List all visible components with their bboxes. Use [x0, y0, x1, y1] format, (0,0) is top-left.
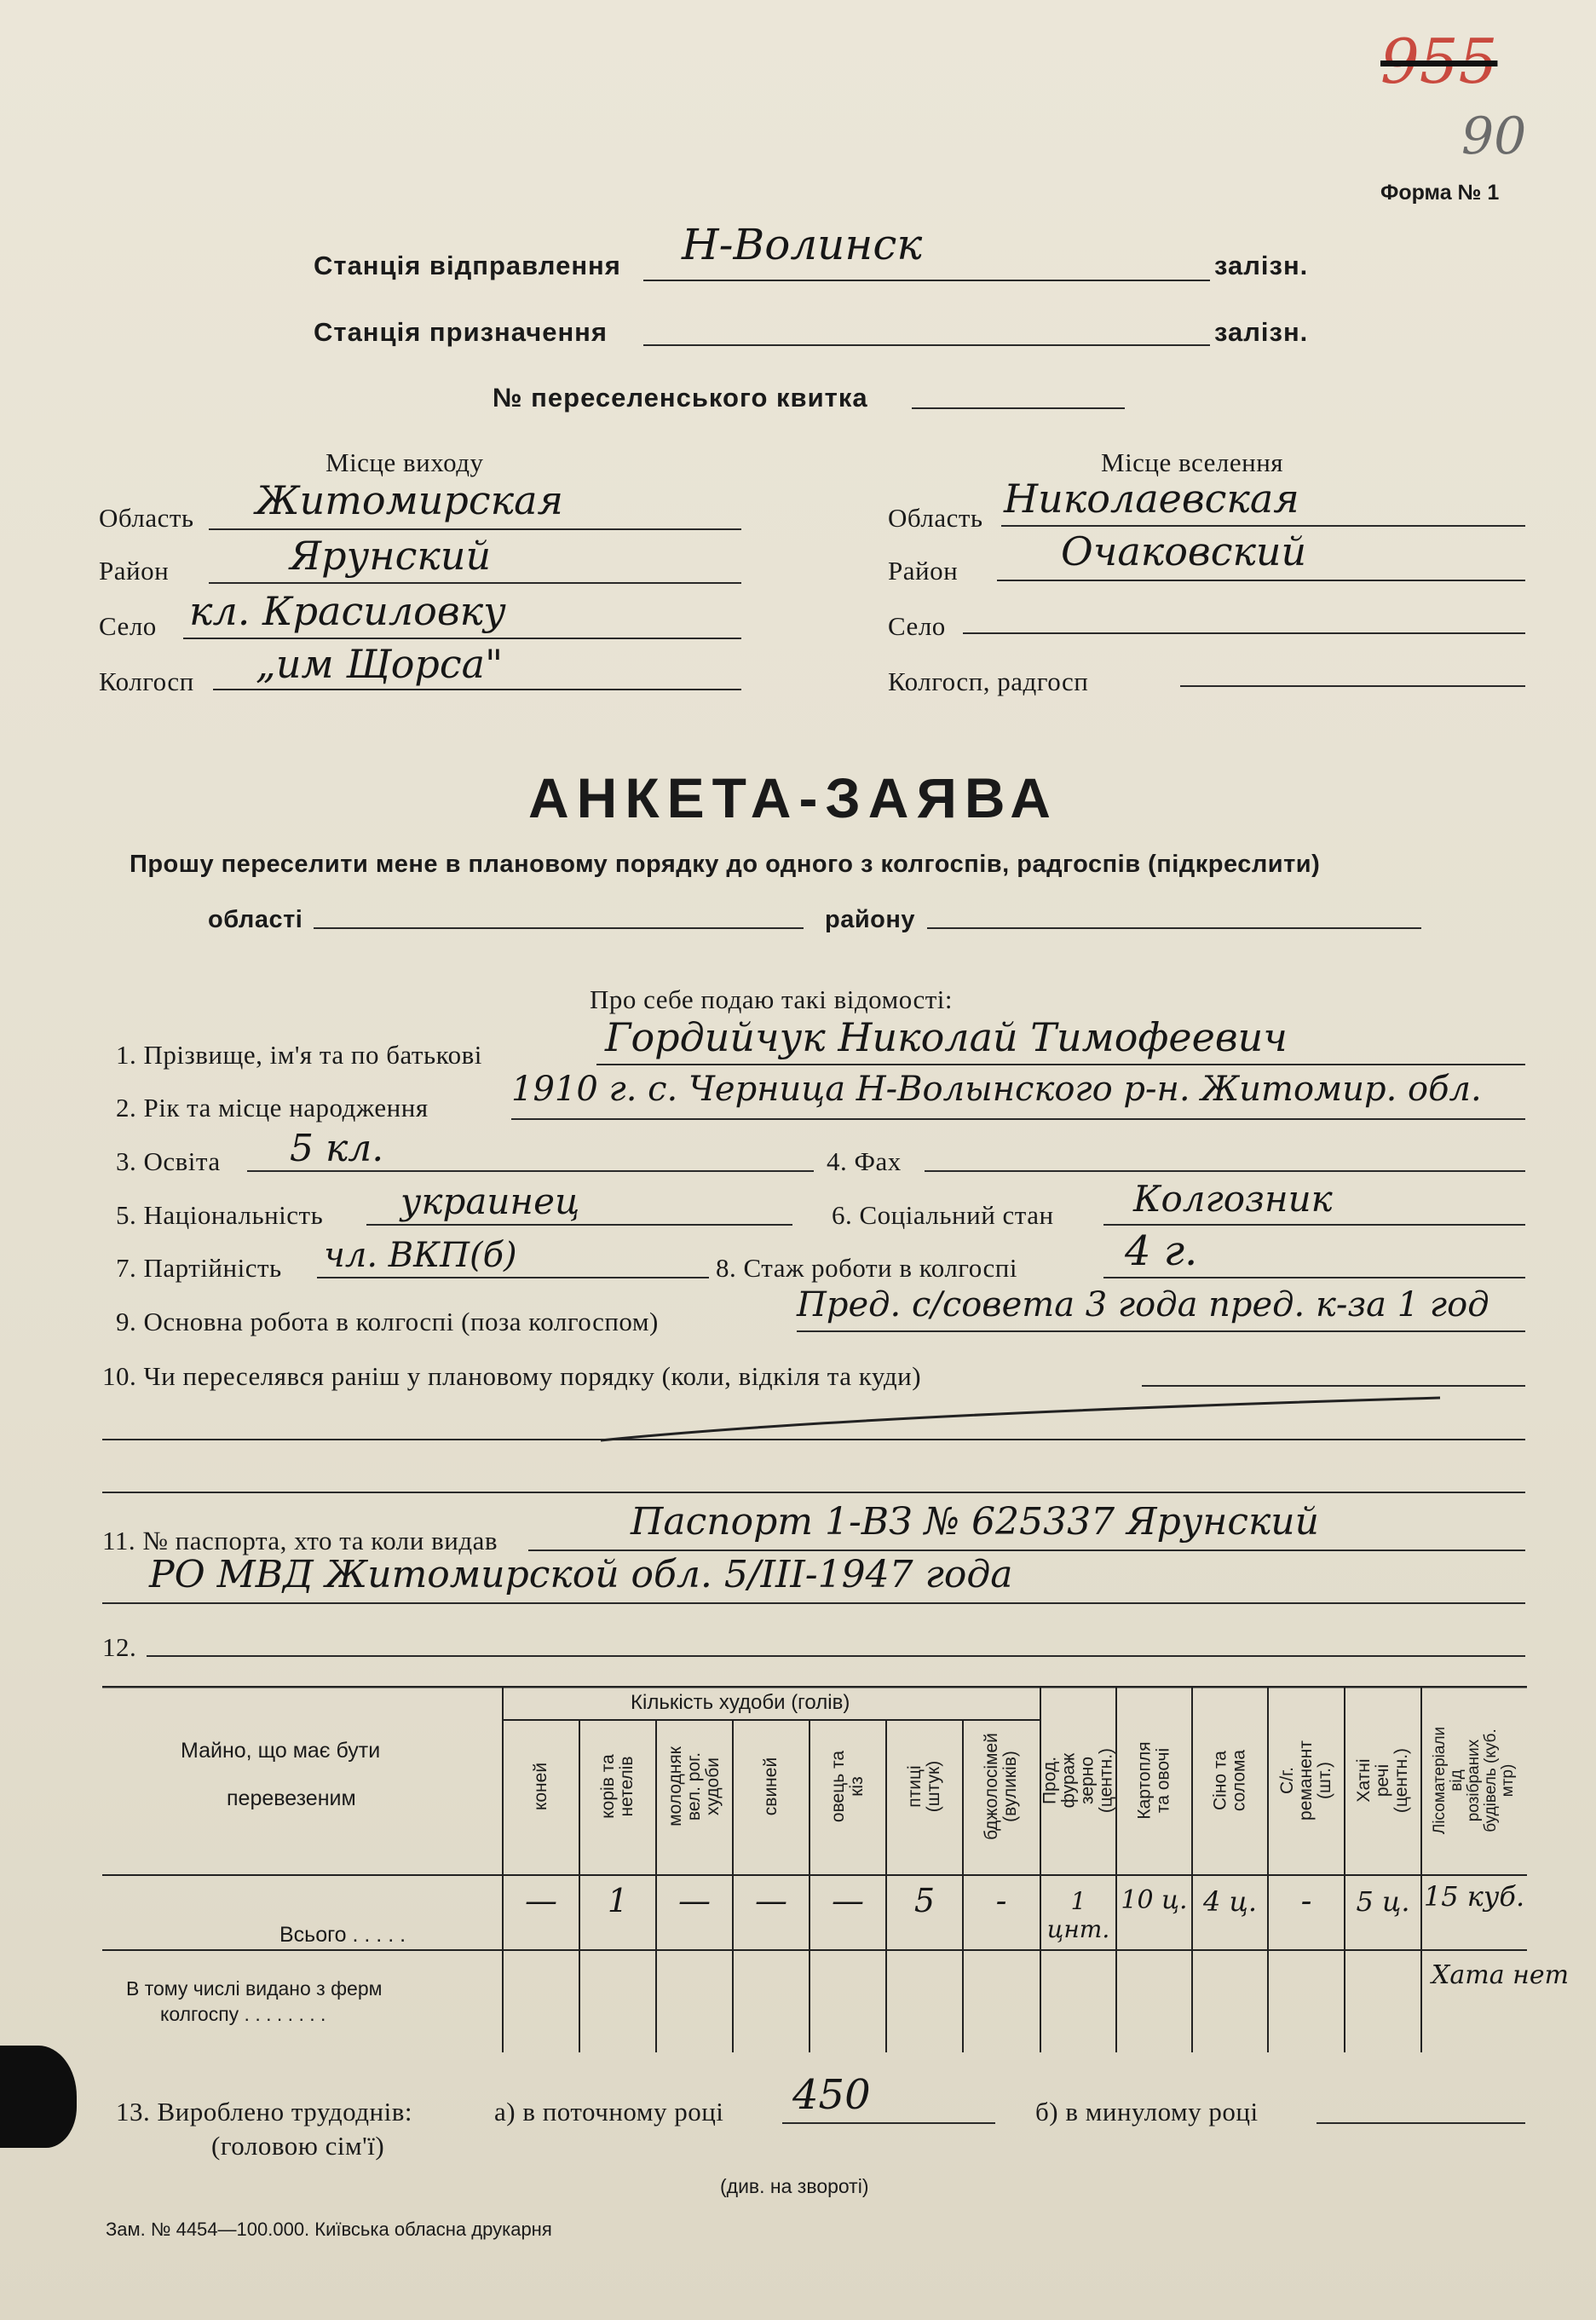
total-timber: 15 куб.: [1423, 1880, 1525, 1913]
field-9-label: 9. Основна робота в колгоспі (поза колгоспом): [116, 1307, 659, 1336]
field-8-label: 8. Стаж роботи в колгоспі: [716, 1253, 1017, 1283]
property-label-2: перевезеним: [227, 1786, 356, 1810]
workdays-prev-label: б) в минулому році: [1035, 2097, 1259, 2127]
struck-archive-number: 955: [1380, 26, 1498, 97]
request-raion-label: району: [825, 906, 916, 933]
origin-oblast-label: Область: [99, 503, 194, 533]
field-10-label: 10. Чи переселявся раніш у плановому порядку (коли, відкіля та куди): [102, 1361, 922, 1391]
archive-number: 90: [1461, 107, 1527, 166]
property-table: [102, 1686, 1570, 2052]
column-timber: Лісоматеріали від розібраних будівель (куб. мтр): [1431, 1726, 1518, 1835]
field-2-value: 1910 г. с. Черница Н-Волынского р-н. Житомир. обл.: [511, 1070, 1482, 1109]
workdays-label: 13. Вироблено трудоднів:: [116, 2097, 413, 2127]
field-6-value: Колгозник: [1133, 1178, 1333, 1220]
see-reverse-note: (див. на звороті): [720, 2175, 869, 2197]
field-11-label: 11. № паспорта, хто та коли видав: [102, 1526, 498, 1555]
livestock-header: Кількість худоби (голів): [631, 1691, 850, 1714]
column-poultry: птиці (штук): [905, 1760, 943, 1813]
column-pigs: свиней: [761, 1757, 781, 1816]
ticket-number-label: № переселенського квитка: [493, 383, 868, 413]
form-title: АНКЕТА-ЗАЯВА: [528, 766, 1058, 829]
workdays-current-value: 450: [792, 2071, 871, 2119]
destination-station-label: Станція призначення: [314, 317, 608, 347]
departure-railway-suffix: залізн.: [1214, 251, 1309, 280]
total-cows: 1: [607, 1882, 629, 1919]
column-household-goods: Хатні речі (центн.): [1354, 1747, 1411, 1814]
workdays-current-label: а) в поточному році: [494, 2097, 724, 2127]
intro-text: Про себе подаю такі відомості:: [590, 984, 954, 1014]
departure-station-value: Н-Волинск: [682, 220, 923, 269]
column-hay: Сіно та солома: [1210, 1749, 1249, 1812]
column-young-cattle: молодняк вел. рог. худоби: [665, 1746, 723, 1827]
field-12-label: 12.: [102, 1632, 137, 1662]
field-2-label: 2. Рік та місце народження: [116, 1093, 429, 1122]
destination-oblast-label: Область: [888, 503, 983, 533]
workdays-sub: (головою сім'ї): [211, 2131, 385, 2161]
total-hay: 4 ц.: [1202, 1885, 1258, 1918]
total-poultry: 5: [913, 1882, 936, 1919]
total-potatoes: 10 ц.: [1121, 1885, 1188, 1915]
origin-heading: Місце виходу: [326, 447, 484, 477]
destination-heading: Місце вселення: [1101, 447, 1284, 477]
field-8-value: 4 г.: [1125, 1227, 1198, 1275]
field-4-label: 4. Фах: [827, 1146, 902, 1176]
origin-selo-label: Село: [99, 611, 157, 641]
total-sheep-goats: —: [832, 1882, 864, 1919]
column-sheep-goats: овець та кіз: [828, 1750, 867, 1823]
field-11-value-line-2: РО МВД Житомирской обл. 5/III-1947 года: [149, 1553, 1013, 1596]
column-equipment: С/г. реманент (шт.): [1277, 1740, 1334, 1821]
field-7-value: чл. ВКП(б): [324, 1236, 517, 1275]
total-beehives: -: [995, 1882, 1007, 1919]
field-6-label: 6. Соціальний стан: [832, 1200, 1054, 1230]
farm-row-label-2: колгоспу . . . . . . . .: [160, 2003, 326, 2025]
origin-kolhosp-label: Колгосп: [99, 667, 194, 696]
destination-oblast-value: Николаевская: [1004, 476, 1299, 522]
total-household-goods: 5 ц.: [1356, 1885, 1410, 1918]
field-7-label: 7. Партійність: [116, 1253, 282, 1283]
farm-row-label-1: В тому числі видано з ферм: [126, 1977, 383, 2000]
field-9-value: Пред. с/совета 3 года пред. к-за 1 год: [797, 1285, 1489, 1324]
request-oblast-label: області: [208, 906, 303, 933]
column-cows: корів та нетелів: [598, 1754, 637, 1819]
paper-damage: [0, 2046, 77, 2148]
destination-raion-value: Очаковский: [1061, 528, 1307, 574]
total-equipment: -: [1300, 1882, 1312, 1919]
property-label-1: Майно, що має бути: [181, 1739, 381, 1763]
field-3-label: 3. Освіта: [116, 1146, 221, 1176]
field-1-label: 1. Прізвище, ім'я та по батькові: [116, 1040, 482, 1070]
total-horses: —: [525, 1882, 557, 1919]
column-potatoes: Картопля та овочі: [1134, 1741, 1173, 1820]
destination-raion-label: Район: [888, 556, 959, 586]
origin-kolhosp-value: „им Щорса": [256, 641, 504, 687]
column-horses: коней: [530, 1762, 550, 1811]
field-3-value: 5 кл.: [290, 1127, 384, 1170]
departure-station-label: Станція відправлення: [314, 251, 621, 280]
timber-note: Хата нет: [1432, 1960, 1570, 1990]
form-number: Форма № 1: [1380, 181, 1500, 205]
total-grain: 1 цнт.: [1046, 1887, 1110, 1943]
printer-imprint: Зам. № 4454—100.000. Київська обласна друкарня: [106, 2219, 552, 2240]
field-11-value-line-1: Паспорт 1-ВЗ № 625337 Ярунский: [631, 1500, 1319, 1544]
origin-raion-value: Ярунский: [290, 533, 492, 579]
total-young-cattle: —: [678, 1882, 711, 1919]
total-row-label: Всього . . . . .: [279, 1923, 406, 1947]
origin-oblast-value: Житомирская: [256, 477, 563, 523]
destination-kolhosp-label: Колгосп, радгосп: [888, 667, 1089, 696]
field-10-strike-mark: [596, 1389, 1449, 1492]
column-grain: Прод. фураж зерно (центн.): [1040, 1747, 1116, 1814]
column-beehives: бджолосімей (вуликів): [982, 1733, 1021, 1840]
request-text: Прошу переселити мене в плановому порядку до одного з колгоспів, радгоспів (підкреслити): [130, 851, 1321, 878]
origin-raion-label: Район: [99, 556, 170, 586]
field-5-label: 5. Національність: [116, 1200, 324, 1230]
origin-selo-value: кл. Красиловку: [189, 588, 506, 634]
destination-railway-suffix: залізн.: [1214, 317, 1309, 347]
field-5-value: украинец: [400, 1180, 580, 1222]
destination-selo-label: Село: [888, 611, 946, 641]
field-1-value: Гордийчук Николай Тимофеевич: [605, 1014, 1288, 1060]
total-pigs: —: [755, 1882, 787, 1919]
